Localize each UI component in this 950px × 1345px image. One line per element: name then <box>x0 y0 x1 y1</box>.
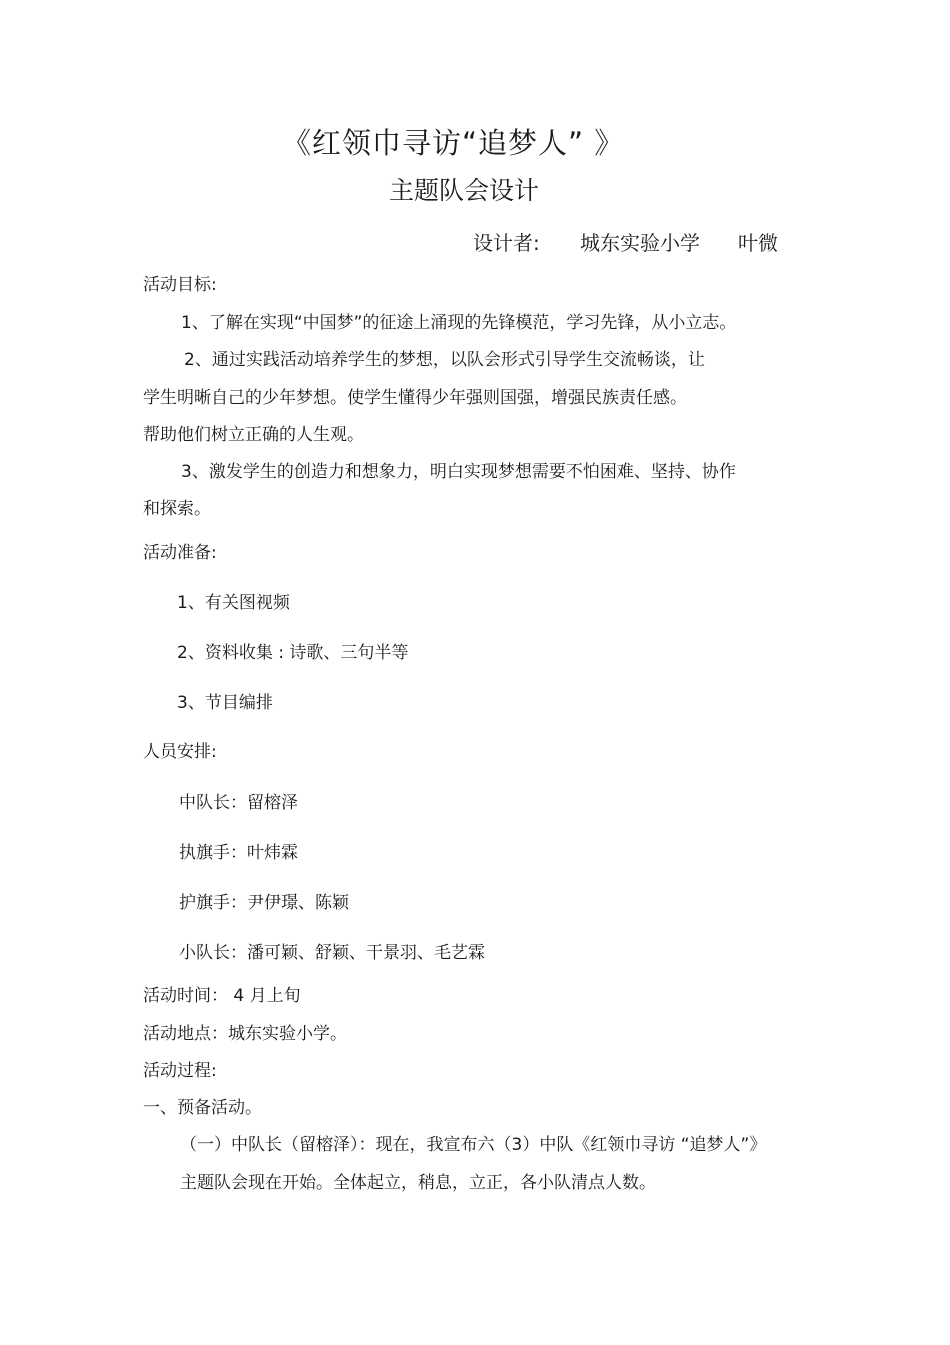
goal-item-3-line-1: 3、激发学生的创造力和想象力，明白实现梦想需要不怕困难、坚持、协作 <box>181 462 736 482</box>
author-school: 城东实验小学 <box>580 231 700 255</box>
staff-item-flag-guards: 护旗手：尹伊璟、陈颖 <box>179 893 349 913</box>
activity-time: 活动时间： 4 月上旬 <box>143 986 301 1006</box>
activity-place: 活动地点：城东实验小学。 <box>143 1024 347 1044</box>
staff-item-flag-bearer: 执旗手：叶炜霖 <box>179 843 298 863</box>
goal-item-1: 1、了解在实现“中国梦”的征途上涌现的先锋模范，学习先锋，从小立志。 <box>181 313 737 333</box>
author-label: 设计者: <box>473 231 540 255</box>
process-para-1-line-2: 主题队会现在开始。全体起立，稍息，立正，各小队清点人数。 <box>180 1173 656 1193</box>
goal-item-3-line-2: 和探索。 <box>143 499 211 519</box>
process-section-1: 一、预备活动。 <box>143 1098 262 1118</box>
staff-heading: 人员安排: <box>143 742 217 762</box>
page-title: 《红领巾寻访“追梦人” 》 <box>282 126 625 160</box>
prep-item-1: 1、有关图视频 <box>177 593 290 613</box>
staff-item-team-leaders: 小队长：潘可颖、舒颖、干景羽、毛艺霖 <box>179 943 485 963</box>
goal-item-2-line-3: 帮助他们树立正确的人生观。 <box>143 425 364 445</box>
process-para-1-line-1: （一）中队长（留榕泽）：现在，我宣布六（3）中队《红领巾寻访 “追梦人”》 <box>180 1135 767 1155</box>
staff-item-squadron-leader: 中队长：留榕泽 <box>179 793 298 813</box>
prep-heading: 活动准备: <box>143 543 217 563</box>
goal-item-2-line-1: 2、通过实践活动培养学生的梦想，以队会形式引导学生交流畅谈，让 <box>184 350 705 370</box>
process-heading: 活动过程: <box>143 1061 217 1081</box>
goals-heading: 活动目标: <box>143 275 217 295</box>
prep-item-2: 2、资料收集 : 诗歌、三句半等 <box>177 643 409 663</box>
author-name: 叶微 <box>738 231 778 255</box>
page-subtitle: 主题队会设计 <box>389 176 540 205</box>
prep-item-3: 3、节目编排 <box>177 693 273 713</box>
goal-item-2-line-2: 学生明晰自己的少年梦想。使学生懂得少年强则国强，增强民族责任感。 <box>143 388 687 408</box>
